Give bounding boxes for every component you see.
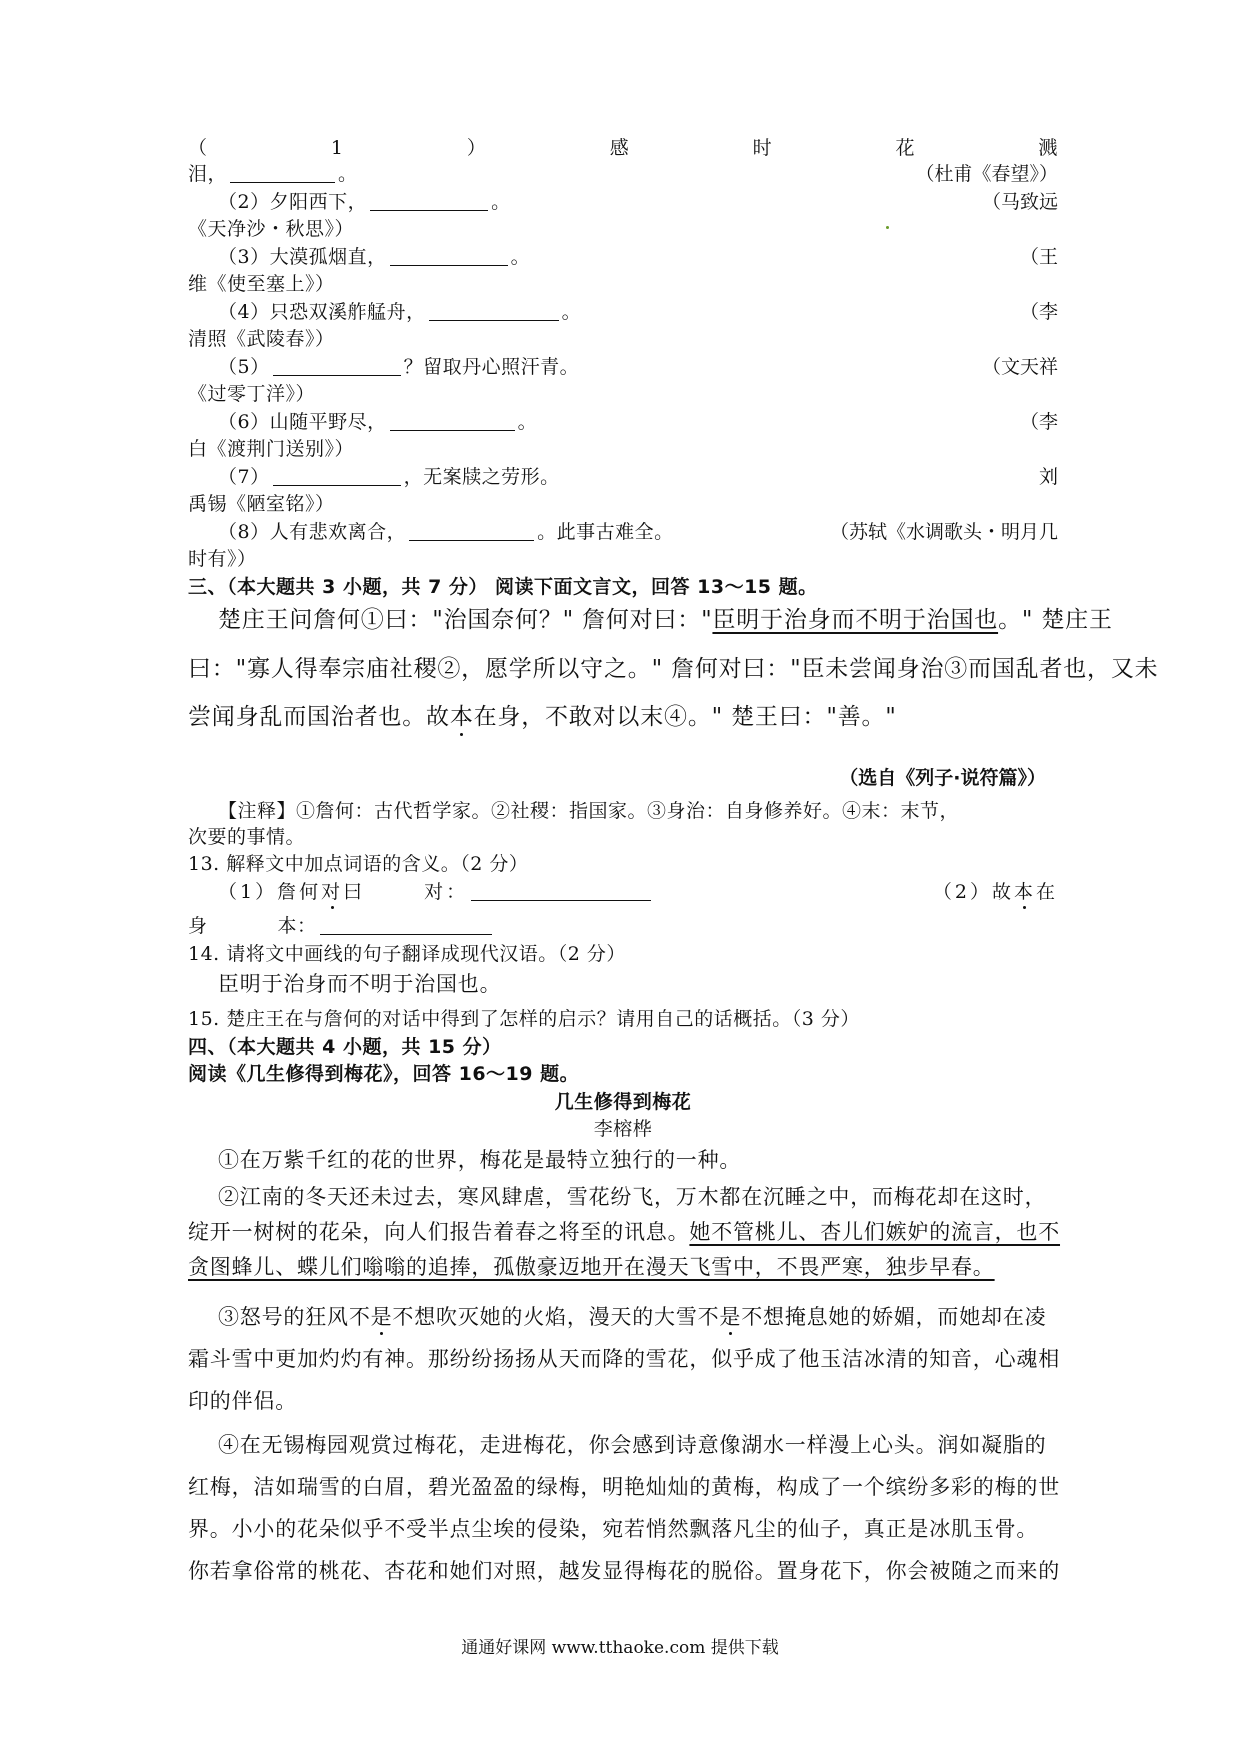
text-fragment: 在身，不敢对以末④。" 楚王曰："善。" <box>473 704 897 730</box>
text-fragment: （7） <box>218 466 270 488</box>
text-fragment: 在 <box>1035 881 1058 903</box>
page-footer: 通通好课网 www.tthaoke.com 提供下载 <box>461 1638 779 1658</box>
text-fragment: 尝闻身乱而国治者也。故 <box>188 704 450 730</box>
poetry-q5-line2: 《过零丁洋》） <box>188 383 316 405</box>
article-p4-line3: 界。小小的花朵似乎不受半点尘埃的侵染，宛若悄然飘落凡尘的仙子，真正是冰肌玉骨。 <box>188 1517 1039 1541</box>
poetry-q3-source: （王 <box>1019 246 1058 268</box>
dotted-word: 不是不 <box>348 1305 415 1329</box>
article-p2-line3 <box>188 1250 1058 1284</box>
underlined-sentence: 臣明于治身而不明于治国也 <box>712 607 999 633</box>
poetry-q6-source: （李 <box>1019 411 1058 433</box>
text-fragment: 花 <box>895 137 916 159</box>
answer-blank[interactable] <box>429 302 559 321</box>
text-fragment: 。 <box>510 246 531 268</box>
dotted-word: 对 <box>321 881 344 903</box>
text-fragment: （5） <box>218 356 270 378</box>
text-fragment: 想掩息她的娇媚，而她却在凌 <box>763 1305 1047 1329</box>
section3-heading: 三、（本大题共 3 小题，共 7 分） 阅读下面文言文，回答 13～15 题。 <box>188 576 818 598</box>
text-fragment: （6）山随平野尽， <box>218 411 387 433</box>
section3-passage-line3 <box>188 700 1058 734</box>
article-p2-line2 <box>188 1215 1061 1249</box>
text-fragment: 时 <box>752 137 773 159</box>
text-fragment: 1 <box>330 137 344 159</box>
text-fragment: （8）人有悲欢离合， <box>218 521 407 543</box>
answer-blank[interactable] <box>471 882 651 901</box>
text-fragment: 绽开一树树的花朵，向人们报告着春之将至的讯息。 <box>188 1220 690 1244</box>
text-fragment: （ <box>188 137 208 159</box>
dotted-word: 本 <box>449 704 474 730</box>
section3-passage-line2: 曰："寡人得奉宗庙社稷②，愿学所以守之。" 詹何对曰："臣未尝闻身治③而国乱者也，又未 <box>188 656 1159 682</box>
question-14: 14. 请将文中画线的句子翻译成现代汉语。（2 分） <box>188 943 626 965</box>
dotted-word: 不是不 <box>697 1305 764 1329</box>
section3-note-line2: 次要的事情。 <box>188 826 306 848</box>
poetry-q1-line1 <box>188 134 1058 162</box>
text-fragment: 楚庄王问詹何①曰："治国奈何？" 詹何对曰：" <box>218 607 713 633</box>
poetry-q7-line2: 禹锡《陋室铭》） <box>188 493 335 515</box>
text-fragment: 曰 <box>343 881 366 903</box>
text-fragment: ？留取丹心照汗青。 <box>403 356 580 378</box>
speck-mark <box>886 226 889 229</box>
poetry-q3-line2: 维《使至塞上》） <box>188 273 335 295</box>
text-fragment: （2）夕阳西下， <box>218 191 368 213</box>
dotted-word: 本 <box>1013 881 1036 903</box>
answer-blank[interactable] <box>409 522 534 541</box>
text-fragment: （3）大漠孤烟直， <box>218 246 387 268</box>
text-fragment: （4）只恐双溪舴艋舟， <box>218 301 426 323</box>
text-fragment: 泪， <box>188 163 228 185</box>
answer-blank[interactable] <box>273 467 401 486</box>
text-fragment: 。 <box>338 163 358 185</box>
text-fragment: 感 <box>609 137 630 159</box>
poetry-q8-source: （苏轼《水调歌头・明月几 <box>829 521 1058 543</box>
question-14-sentence: 臣明于治身而不明于治国也。 <box>218 972 502 996</box>
question-15: 15. 楚庄王在与詹何的对话中得到了怎样的启示？请用自己的话概括。（3 分） <box>188 1008 860 1030</box>
article-p3-line1 <box>218 1300 1058 1334</box>
answer-blank[interactable] <box>390 247 508 266</box>
text-fragment: 想吹灭她的火焰，漫天的大雪 <box>414 1305 698 1329</box>
poetry-q2-line1 <box>218 188 1058 216</box>
article-title: 几生修得到梅花 <box>554 1091 692 1113</box>
text-fragment: 溅 <box>1038 137 1058 159</box>
poetry-q5-line1 <box>218 353 1058 381</box>
poetry-q7-source: 刘 <box>1038 466 1058 488</box>
answer-blank[interactable] <box>230 164 335 183</box>
text-fragment: 。 <box>491 191 511 213</box>
poetry-q7-line1 <box>218 463 1058 491</box>
answer-blank[interactable] <box>370 192 488 211</box>
poetry-q1-source: （杜甫《春望》） <box>915 163 1058 185</box>
article-p3-line2: 霜斗雪中更加灼灼有神。那纷纷扬扬从天而降的雪花，似乎成了他玉洁冰清的知音，心魂相 <box>188 1347 1060 1371</box>
question-13-item2 <box>933 878 1058 906</box>
article-p4-line4: 你若拿俗常的桃花、杏花和她们对照，越发显得梅花的脱俗。置身花下，你会被随之而来的 <box>188 1559 1060 1583</box>
text-fragment: 。此事古难全。 <box>537 521 674 543</box>
text-fragment: ） <box>466 137 487 159</box>
article-p3-line3: 印的伴侣。 <box>188 1389 297 1413</box>
text-fragment: 身 <box>188 915 208 937</box>
article-author: 李榕桦 <box>593 1118 653 1140</box>
answer-blank[interactable] <box>273 357 401 376</box>
answer-label: 本： <box>277 915 317 937</box>
poetry-q5-source: （文天祥 <box>981 356 1058 378</box>
text-fragment: 。 <box>517 411 538 433</box>
article-p4-line1: ④在无锡梅园观赏过梅花，走进梅花，你会感到诗意像湖水一样漫上心头。润如凝脂的 <box>218 1433 1047 1457</box>
answer-blank[interactable] <box>390 412 515 431</box>
underlined-sentence: 她不管桃儿、杏儿们嫉妒的流言，也不 <box>689 1220 1061 1244</box>
question-13: 13. 解释文中加点词语的含义。（2 分） <box>188 853 529 875</box>
text-fragment: 。" 楚庄王 <box>998 607 1113 633</box>
text-fragment: ③怒号的狂风 <box>218 1305 349 1329</box>
poetry-q8-line2: 时有》） <box>188 548 257 570</box>
underlined-sentence: 贪图蜂儿、蝶儿们嗡嗡的追捧，孤傲豪迈地开在漫天飞雪中，不畏严寒，独步早春。 <box>188 1255 995 1279</box>
article-p1: ①在万紫千红的花的世界，梅花是最特立独行的一种。 <box>218 1148 742 1172</box>
poetry-q6-line2: 白《渡荆门送别》） <box>188 438 355 460</box>
question-13-item2-cont <box>188 912 1058 940</box>
answer-blank[interactable] <box>320 916 492 935</box>
article-p4-line2: 红梅，洁如瑞雪的白眉，碧光盈盈的绿梅，明艳灿灿的黄梅，构成了一个缤纷多彩的梅的世 <box>188 1475 1060 1499</box>
poetry-q6-line1 <box>218 408 1058 436</box>
text-fragment: （2）故 <box>932 881 1014 903</box>
poetry-q4-line2: 清照《武陵春》） <box>188 328 335 350</box>
poetry-q4-line1 <box>218 298 1058 326</box>
section3-passage-line1 <box>218 603 1113 637</box>
section4-heading: 四、（本大题共 4 小题，共 15 分） <box>188 1036 502 1058</box>
answer-label: 对： <box>424 881 469 903</box>
poetry-q2-source: （马致远 <box>981 191 1058 213</box>
section3-note-line1: 【注释】①詹何：古代哲学家。②社稷：指国家。③身治：自身修养好。④末：末节， <box>218 800 960 822</box>
text-fragment: （1）詹何 <box>218 881 322 903</box>
article-p2-line1: ②江南的冬天还未过去，寒风肆虐，雪花纷飞，万木都在沉睡之中，而梅花却在这时， <box>218 1185 1047 1209</box>
poetry-q4-source: （李 <box>1019 301 1058 323</box>
text-fragment: ，无案牍之劳形。 <box>403 466 560 488</box>
poetry-q2-line2: 《天净沙・秋思》） <box>188 218 355 240</box>
text-fragment: 。 <box>561 301 582 323</box>
poetry-q3-line1 <box>218 243 1058 271</box>
section3-source: （选自《列子·说符篇》） <box>839 767 1046 789</box>
section4-intro: 阅读《几生修得到梅花》，回答 16～19 题。 <box>188 1063 580 1085</box>
